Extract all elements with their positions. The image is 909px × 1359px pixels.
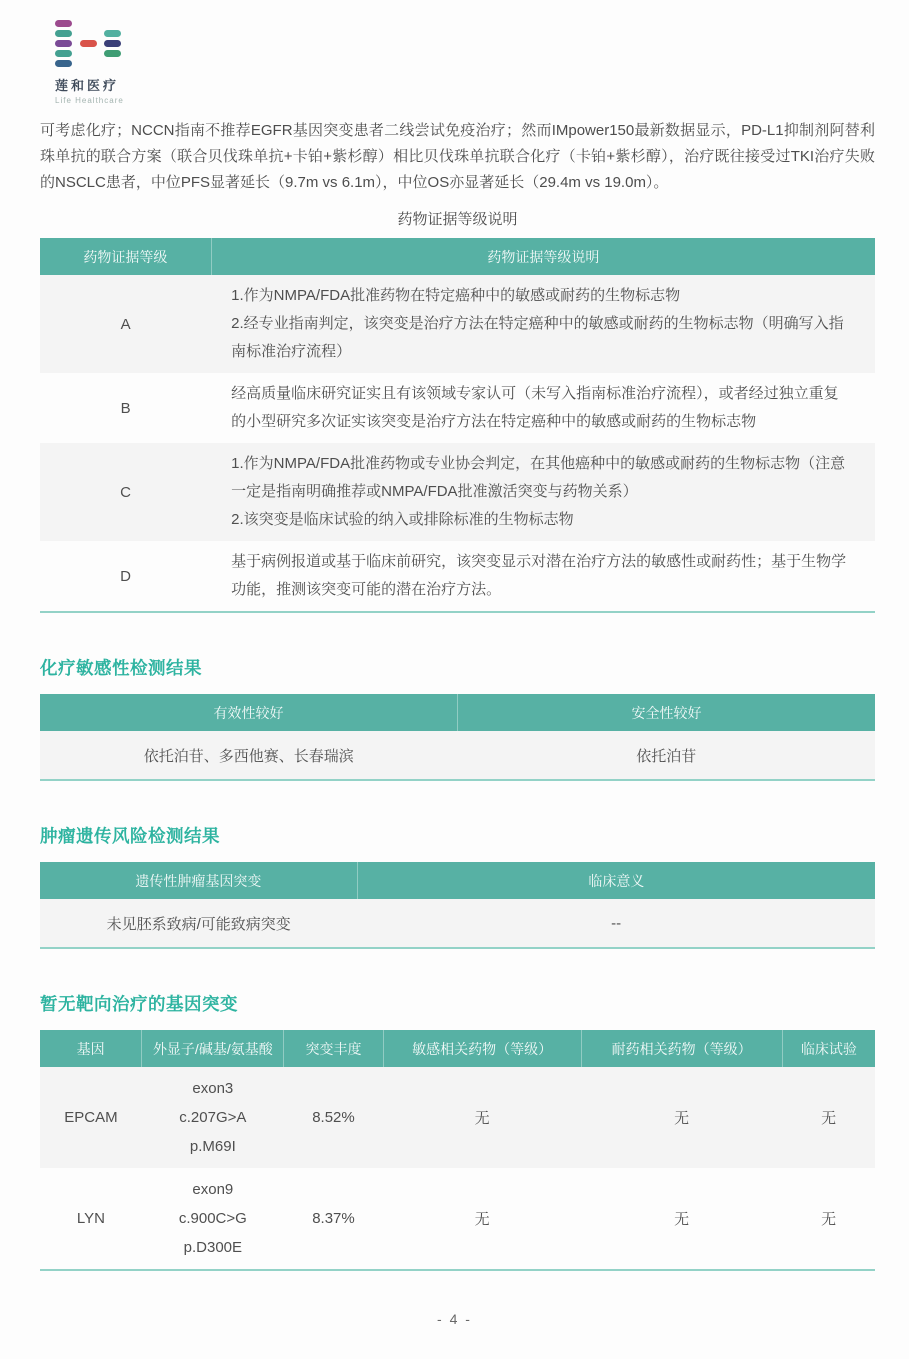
section-title-hereditary-risk: 肿瘤遗传风险检测结果: [40, 826, 220, 846]
table-row: [40, 275, 875, 373]
no-targeted-therapy-table: [40, 1030, 875, 1271]
gene-name: LYN: [76, 1210, 105, 1227]
protein-change-value: p.D300E: [183, 1239, 243, 1256]
evidence-level-c: C: [120, 483, 131, 501]
intro-paragraph: 可考虑化疗；NCCN指南不推荐EGFR基因突变患者二线尝试免疫治疗；然而IMpower150最新数据显示，PD-L1抑制剂阿替利珠单抗的联合方案（联合贝伐珠单抗+卡铂+紫杉醇）相比贝伐珠单抗联合化疗（卡铂+紫杉醇），治疗既往接受过TKI治疗失败的NSCLC患者，中位PFS显著延长（9.7m vs 6.1m），中位OS亦显著延长（29.4m vs 19.0m）。: [40, 122, 875, 191]
exon-base-aminoacid: [142, 1168, 284, 1270]
hereditary-header-mutation: 遗传性肿瘤基因突变: [40, 862, 357, 899]
exon-base-aminoacid: [142, 1067, 284, 1168]
mutation-abundance: 8.52%: [312, 1109, 355, 1126]
table-row: [40, 443, 875, 541]
chemo-sensitivity-table: [40, 694, 875, 781]
evidence-desc-line: 经高质量临床研究证实且有该领域专家认可（未写入指南标准治疗流程），或者经过独立重复的小型研究多次证实该突变是治疗方法在特定癌种中的敏感或耐药的生物标志物: [231, 385, 839, 430]
evidence-desc-line: 基于病例报道或基于临床前研究，该突变显示对潜在治疗方法的敏感性或耐药性；基于生物学功能，推测该突变可能的潜在治疗方法。: [231, 553, 847, 598]
sensitive-drugs-value: 无: [474, 1110, 490, 1127]
evidence-level-a: A: [120, 315, 131, 333]
base-change-value: c.900C>G: [178, 1210, 247, 1227]
mutation-header-exon: 外显子/碱基/氨基酸: [142, 1030, 284, 1067]
clinical-trial-value: 无: [821, 1211, 837, 1228]
logo-pill-green: [104, 50, 121, 57]
logo-pill-navy: [104, 40, 121, 47]
mutation-header-abundance: 突变丰度: [284, 1030, 383, 1067]
mutation-header-resistant-drugs: 耐药相关药物（等级）: [581, 1030, 782, 1067]
evidence-desc-c: [211, 443, 875, 541]
evidence-desc-line: 2.该突变是临床试验的纳入或排除标准的生物标志物: [231, 511, 574, 528]
base-change-value: c.207G>A: [179, 1109, 247, 1126]
evidence-level-b: B: [120, 399, 131, 417]
mutation-header-gene: 基因: [40, 1030, 142, 1067]
mutation-header-sensitive-drugs: 敏感相关药物（等级）: [383, 1030, 581, 1067]
mutation-abundance: 8.37%: [312, 1210, 355, 1227]
report-content: [0, 118, 909, 1271]
protein-change-value: p.M69I: [189, 1138, 236, 1155]
logo-pill-teal-2: [55, 50, 72, 57]
hereditary-header-row: [40, 862, 875, 899]
chemo-header-efficacy: 有效性较好: [40, 694, 458, 731]
hereditary-clinical-significance: --: [611, 914, 622, 932]
table-row: [40, 541, 875, 612]
evidence-desc-d: [211, 541, 875, 612]
exon-value: exon9: [192, 1181, 234, 1198]
evidence-header-level: 药物证据等级: [40, 238, 211, 275]
exon-value: exon3: [192, 1080, 234, 1097]
logo-pill-blue: [55, 60, 72, 67]
section-title-chemo-sensitivity: 化疗敏感性检测结果: [40, 658, 202, 678]
mutation-header-row: [40, 1030, 875, 1067]
mutation-header-clinical-trial: 临床试验: [782, 1030, 875, 1067]
evidence-header-desc: 药物证据等级说明: [211, 238, 875, 275]
evidence-desc-b: [211, 373, 875, 443]
evidence-desc-line: 2.经专业指南判定，该突变是治疗方法在特定癌种中的敏感或耐药的生物标志物（明确写入指南标准治疗流程）: [231, 315, 844, 360]
gene-name: EPCAM: [64, 1109, 118, 1126]
table-row: [40, 1168, 875, 1270]
clinical-trial-value: 无: [821, 1110, 837, 1127]
resistant-drugs-value: 无: [674, 1110, 690, 1127]
logo-pill-magenta: [55, 20, 72, 27]
table-row: [40, 1067, 875, 1168]
table-row: [40, 899, 875, 948]
sensitive-drugs-value: 无: [474, 1211, 490, 1228]
table-row: [40, 373, 875, 443]
evidence-desc-line: 1.作为NMPA/FDA批准药物或专业协会判定，在其他癌种中的敏感或耐药的生物标志物（注意一定是指南明确推荐或NMPA/FDA批准激活突变与药物关系）: [231, 455, 846, 500]
company-logo-icon: [55, 20, 123, 68]
evidence-table: [40, 238, 875, 613]
evidence-table-caption: 药物证据等级说明: [397, 211, 518, 228]
evidence-desc-a: [211, 275, 875, 373]
chemo-safety-drugs: 依托泊苷: [636, 747, 697, 765]
company-logo: [0, 0, 909, 106]
resistant-drugs-value: 无: [674, 1211, 690, 1228]
chemo-efficacy-drugs: 依托泊苷、多西他赛、长春瑞滨: [143, 747, 354, 765]
company-name: 莲和医疗: [55, 78, 120, 93]
page-number: - 4 -: [437, 1311, 472, 1327]
chemo-header-row: [40, 694, 875, 731]
hereditary-risk-table: [40, 862, 875, 949]
company-subtitle: Life Healthcare: [55, 96, 124, 105]
logo-pill-teal-3: [104, 30, 121, 37]
chemo-header-safety: 安全性较好: [458, 694, 876, 731]
logo-pill-red: [80, 40, 97, 47]
evidence-desc-line: 1.作为NMPA/FDA批准药物在特定癌种中的敏感或耐药的生物标志物: [231, 287, 681, 304]
hereditary-mutation-result: 未见胚系致病/可能致病突变: [106, 915, 291, 933]
evidence-header-row: [40, 238, 875, 275]
hereditary-header-significance: 临床意义: [357, 862, 875, 899]
section-title-no-targeted-therapy: 暂无靶向治疗的基因突变: [40, 994, 238, 1014]
evidence-level-d: D: [120, 567, 131, 585]
table-row: [40, 731, 875, 780]
logo-pill-teal-1: [55, 30, 72, 37]
logo-pill-purple: [55, 40, 72, 47]
